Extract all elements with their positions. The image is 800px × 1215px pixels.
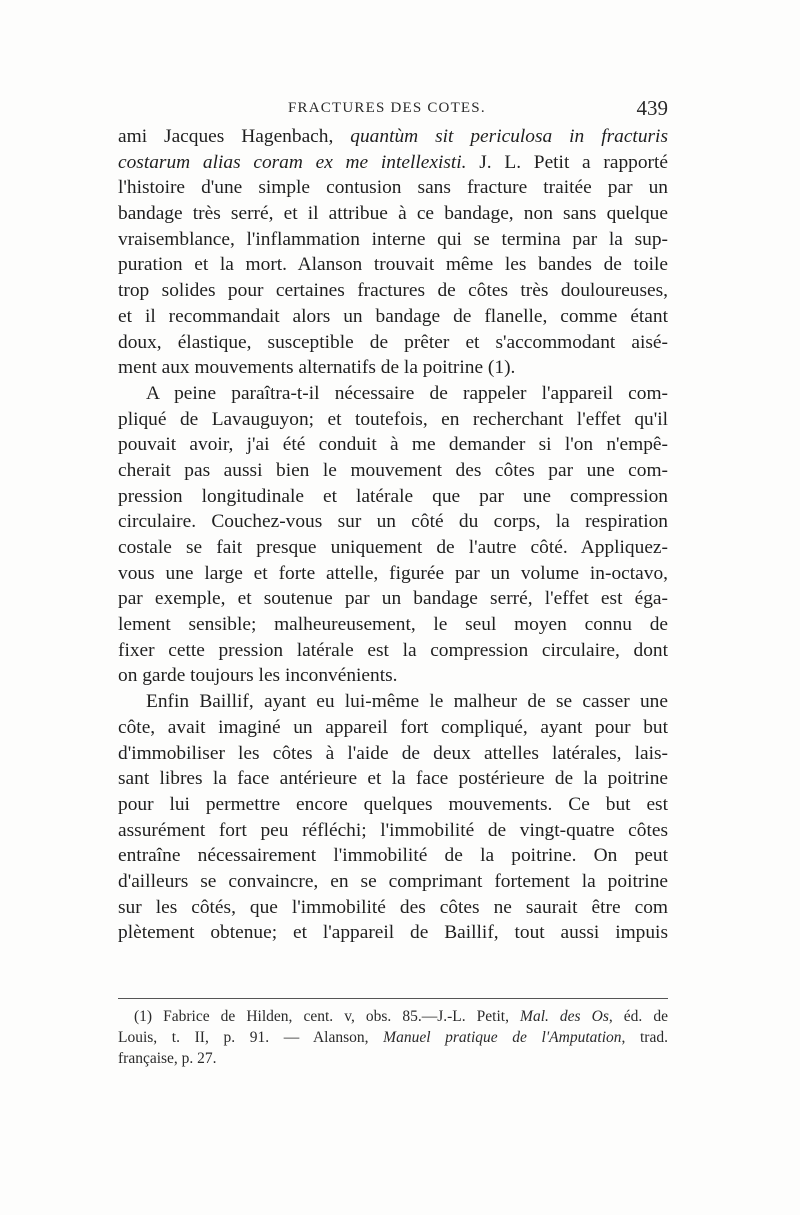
text-line: pression longitudinale et latérale que par une compression <box>118 485 668 507</box>
text-run: , éd. de <box>608 1008 668 1025</box>
text-line: doux, élastique, susceptible de prêter et s'accommodant aisé- <box>118 331 668 353</box>
text-run: ami Jacques Hagenbach, <box>118 126 351 147</box>
text-line: lement sensible; malheureusement, le seul moyen connu de <box>118 614 668 636</box>
footnote-rule <box>118 998 668 999</box>
italic-text: costarum alias coram ex me intellexisti. <box>118 151 467 173</box>
text-run: française, p. 27. <box>118 1050 217 1067</box>
text-line: d'immobiliser les côtes à l'aide de deux attelles latérales, lais- <box>118 742 668 764</box>
text-line: d'ailleurs se convaincre, en se comprimant fortement la poitrine <box>118 870 668 892</box>
text-line: A peine paraîtra-t-il nécessaire de rappeler l'appareil com- <box>146 382 668 404</box>
text-run: Louis, t. II, p. 91. — Alanson, <box>118 1029 384 1046</box>
text-run: (1) Fabrice de Hilden, cent. v, obs. 85.—J.-L. Petit, <box>134 1008 521 1025</box>
text-line: circulaire. Couchez-vous sur un côté du corps, la respiration <box>118 511 668 533</box>
text-run: , trad. <box>621 1029 668 1046</box>
text-line <box>118 124 668 150</box>
text-line: fixer cette pression latérale est la compression circulaire, dont <box>118 639 668 661</box>
page-header <box>288 96 668 122</box>
text-line: l'histoire d'une simple contusion sans fracture traitée par un <box>118 177 668 199</box>
text-line: ment aux mouvements alternatifs de la poitrine (1). <box>118 357 516 379</box>
text-line: côte, avait imaginé un appareil fort compliqué, ayant pour but <box>118 716 668 738</box>
text-line: Enfin Baillif, ayant eu lui-même le malheur de se casser une <box>146 691 668 713</box>
footnote-line <box>118 1027 668 1048</box>
italic-text: Mal. des Os <box>520 1008 609 1025</box>
text-line: sant libres la face antérieure et la face postérieure de la poitrine <box>118 768 668 790</box>
italic-text: Manuel pratique de l'Amputation <box>383 1029 622 1046</box>
text-line: pouvait avoir, j'ai été conduit à me demander si l'on n'empê- <box>118 434 668 456</box>
text-line: on garde toujours les inconvénients. <box>118 665 398 687</box>
footnote-line <box>118 1006 668 1027</box>
text-line: et il recommandait alors un bandage de flanelle, comme étant <box>118 305 668 327</box>
text-line: vous une large et forte attelle, figurée par un volume in-octavo, <box>118 562 668 584</box>
text-run: J. L. Petit a rapporté <box>466 151 668 173</box>
footnote-line <box>118 1048 668 1069</box>
text-line: trop solides pour certaines fractures de côtes très douloureuses, <box>118 280 668 302</box>
page-number: 439 <box>636 96 668 120</box>
text-line: costale se fait presque uniquement de l'autre côté. Appliquez- <box>118 537 668 558</box>
text-line: bandage très serré, et il attribue à ce bandage, non sans quelque <box>118 203 668 225</box>
text-line: cherait pas aussi bien le mouvement des côtes par une com- <box>118 459 668 481</box>
body-text <box>118 124 668 946</box>
running-head: FRACTURES DES COTES. <box>288 100 486 116</box>
text-line: puration et la mort. Alanson trouvait même les bandes de toile <box>118 254 668 276</box>
text-line: plètement obtenue; et l'appareil de Baillif, tout aussi impuis <box>118 922 668 944</box>
text-line: vraisemblance, l'inflammation interne qui se termina par la sup- <box>118 228 668 250</box>
text-line: sur les côtés, que l'immobilité des côtes ne saurait être com <box>118 896 668 918</box>
text-line: assurément fort peu réfléchi; l'immobilité de vingt-quatre côtes <box>118 819 668 841</box>
text-line <box>118 150 668 176</box>
text-line: pour lui permettre encore quelques mouvements. Ce but est <box>118 793 668 815</box>
italic-text: quantùm sit periculosa in fracturis <box>350 126 668 147</box>
text-line: entraîne nécessairement l'immobilité de la poitrine. On peut <box>118 845 668 867</box>
footnote <box>118 1006 668 1069</box>
text-line: par exemple, et soutenue par un bandage serré, l'effet est éga- <box>118 588 668 610</box>
text-line: pliqué de Lavauguyon; et toutefois, en recherchant l'effet qu'il <box>118 408 668 430</box>
